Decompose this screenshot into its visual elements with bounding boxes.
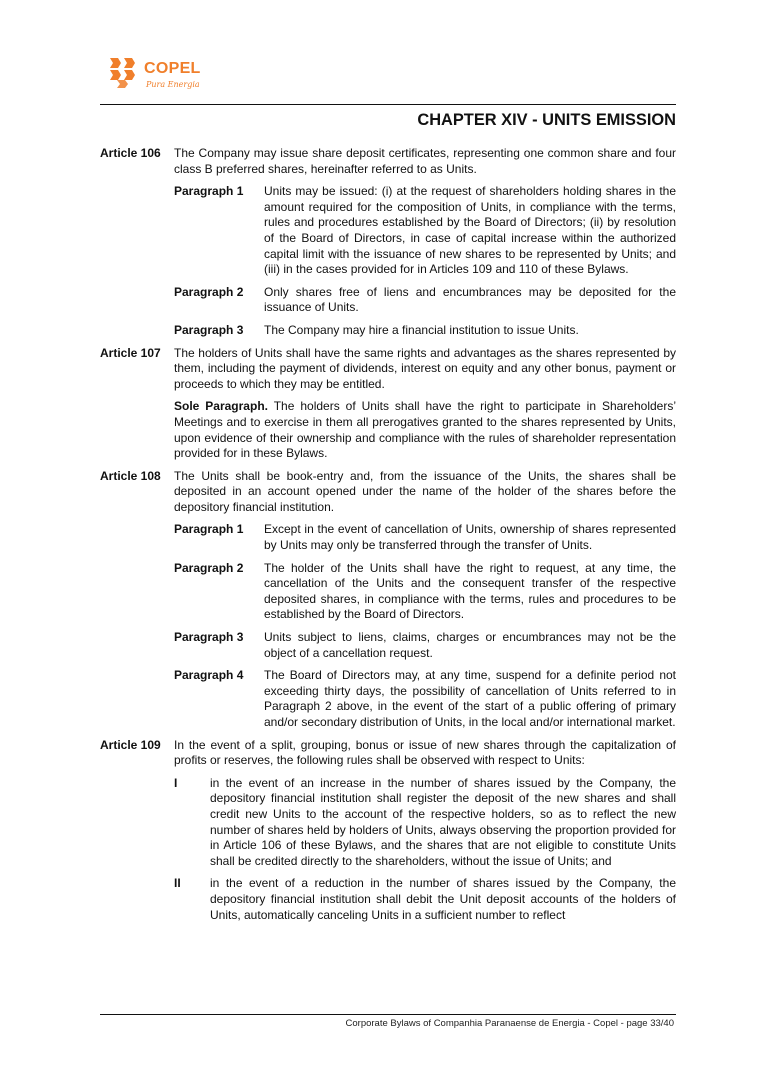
list-item xyxy=(174,776,676,870)
paragraph xyxy=(174,630,676,661)
paragraph xyxy=(174,184,676,278)
footer-rule xyxy=(100,1014,676,1015)
list-item xyxy=(174,876,676,923)
paragraph-label: Paragraph 3 xyxy=(174,322,244,337)
article-text: The Units shall be book-entry and, from the issuance of the Units, the shares shall be deposited in an account opened under the name of the holder of the shares before the depository financial institution. xyxy=(174,468,676,514)
item-label: I xyxy=(174,775,178,790)
article-text: The Company may issue share deposit certificates, representing one common share and four class B preferred shares, hereinafter referred to as Units. xyxy=(174,146,676,176)
article-108 xyxy=(100,469,676,731)
logo-wordmark: COPEL xyxy=(144,60,201,77)
paragraph-label: Paragraph 1 xyxy=(174,184,244,199)
logo-tagline: Pura Energia xyxy=(146,80,200,89)
paragraph xyxy=(174,285,676,316)
item-text: in the event of a reduction in the number of shares issued by the Company, the depository financial institution shall debit the Unit deposit accounts of the holders of Units, automatically canceling Units in a sufficient number to reflect xyxy=(210,876,676,922)
paragraph-text: The Company may hire a financial institution to issue Units. xyxy=(264,322,579,337)
article-label: Article 109 xyxy=(100,737,161,752)
copel-logo xyxy=(108,56,218,96)
article-label: Article 106 xyxy=(100,146,161,160)
article-label: Article 108 xyxy=(100,468,161,483)
paragraph-label: Paragraph 1 xyxy=(174,522,244,537)
article-text: The holders of Units shall have the same rights and advantages as the shares represented by them, including the payment of dividends, interest on equity and any other bonus, payment or proceeds to which they may be entitled. xyxy=(174,345,676,391)
paragraph-text: Except in the event of cancellation of Units, ownership of shares represented by Units may only be transferred through the transfer of Units. xyxy=(264,522,676,553)
sole-paragraph-label: Sole Paragraph. xyxy=(174,399,268,414)
paragraph xyxy=(174,561,676,623)
chapter-title: CHAPTER XIV - UNITS EMISSION xyxy=(417,111,676,129)
paragraph-label: Paragraph 2 xyxy=(174,284,244,299)
paragraph xyxy=(174,522,676,553)
header-rule xyxy=(100,104,676,105)
paragraph-text: The Board of Directors may, at any time, suspend for a definite period not exceeding thirty days, the possibility of cancellation of Units referred to in Paragraph 2 above, in the event of the start of a public offering of primary and/or secondary distribution of Units, in the local and/or international market. xyxy=(264,668,676,729)
item-text: in the event of an increase in the number of shares issued by the Company, the depository financial institution shall register the deposit of the new shares and shall credit new Units to the account of the respective holders, so as to reflect the new number of shares held by holders of Units, always observing the proportion provided for in Article 106 of these Bylaws, and the shares that are not eligible to constitute Units shall be credited directly to the shareholders, without the issue of Units; and xyxy=(210,775,676,868)
paragraph xyxy=(174,668,676,730)
page-footer: Corporate Bylaws of Companhia Paranaense de Energia - Copel - page 33/40 xyxy=(345,1018,674,1029)
article-109 xyxy=(100,738,676,924)
paragraph-label: Paragraph 3 xyxy=(174,630,244,645)
paragraph xyxy=(174,323,676,339)
item-label: II xyxy=(174,876,181,891)
article-text: In the event of a split, grouping, bonus or issue of new shares through the capitalization of profits or reserves, the following rules shall be observed with respect to Units: xyxy=(174,737,676,768)
paragraph-label: Paragraph 4 xyxy=(174,668,244,683)
sole-paragraph xyxy=(174,399,676,461)
article-label: Article 107 xyxy=(100,345,161,360)
sole-paragraph-text: The holders of Units shall have the right to participate in Shareholders’ Meetings and to exercise in them all prerogatives granted to the shares represented by Units, upon evidence of their ownership and compliance with the rules of shareholder representation provided for in these Bylaws. xyxy=(174,399,676,461)
paragraph-text: The holder of the Units shall have the right to request, at any time, the cancellation of the Units and the consequent transfer of the respective deposited shares, in compliance with the terms, rules and procedures to be established by the Board of Directors. xyxy=(264,560,676,622)
document-body xyxy=(100,146,676,930)
article-107 xyxy=(100,346,676,462)
paragraph-text: Units subject to liens, claims, charges or encumbrances may not be the object of a cancellation request. xyxy=(264,630,676,660)
copel-logo-icon xyxy=(108,56,138,88)
paragraph-text: Only shares free of liens and encumbrances may be deposited for the issuance of Units. xyxy=(264,284,676,315)
paragraph-text: Units may be issued: (i) at the request of shareholders holding shares in the amount required for the composition of Units, in compliance with the terms, rules and procedures established by the Board of Directors; (ii) by resolution of the Board of Directors, in case of capital increase within the authorized capital limit with the issuance of new shares to be represented by Units; and (iii) in the cases provided for in Articles 109 and 110 of these Bylaws. xyxy=(264,184,676,277)
article-106 xyxy=(100,146,676,339)
paragraph-label: Paragraph 2 xyxy=(174,560,244,575)
